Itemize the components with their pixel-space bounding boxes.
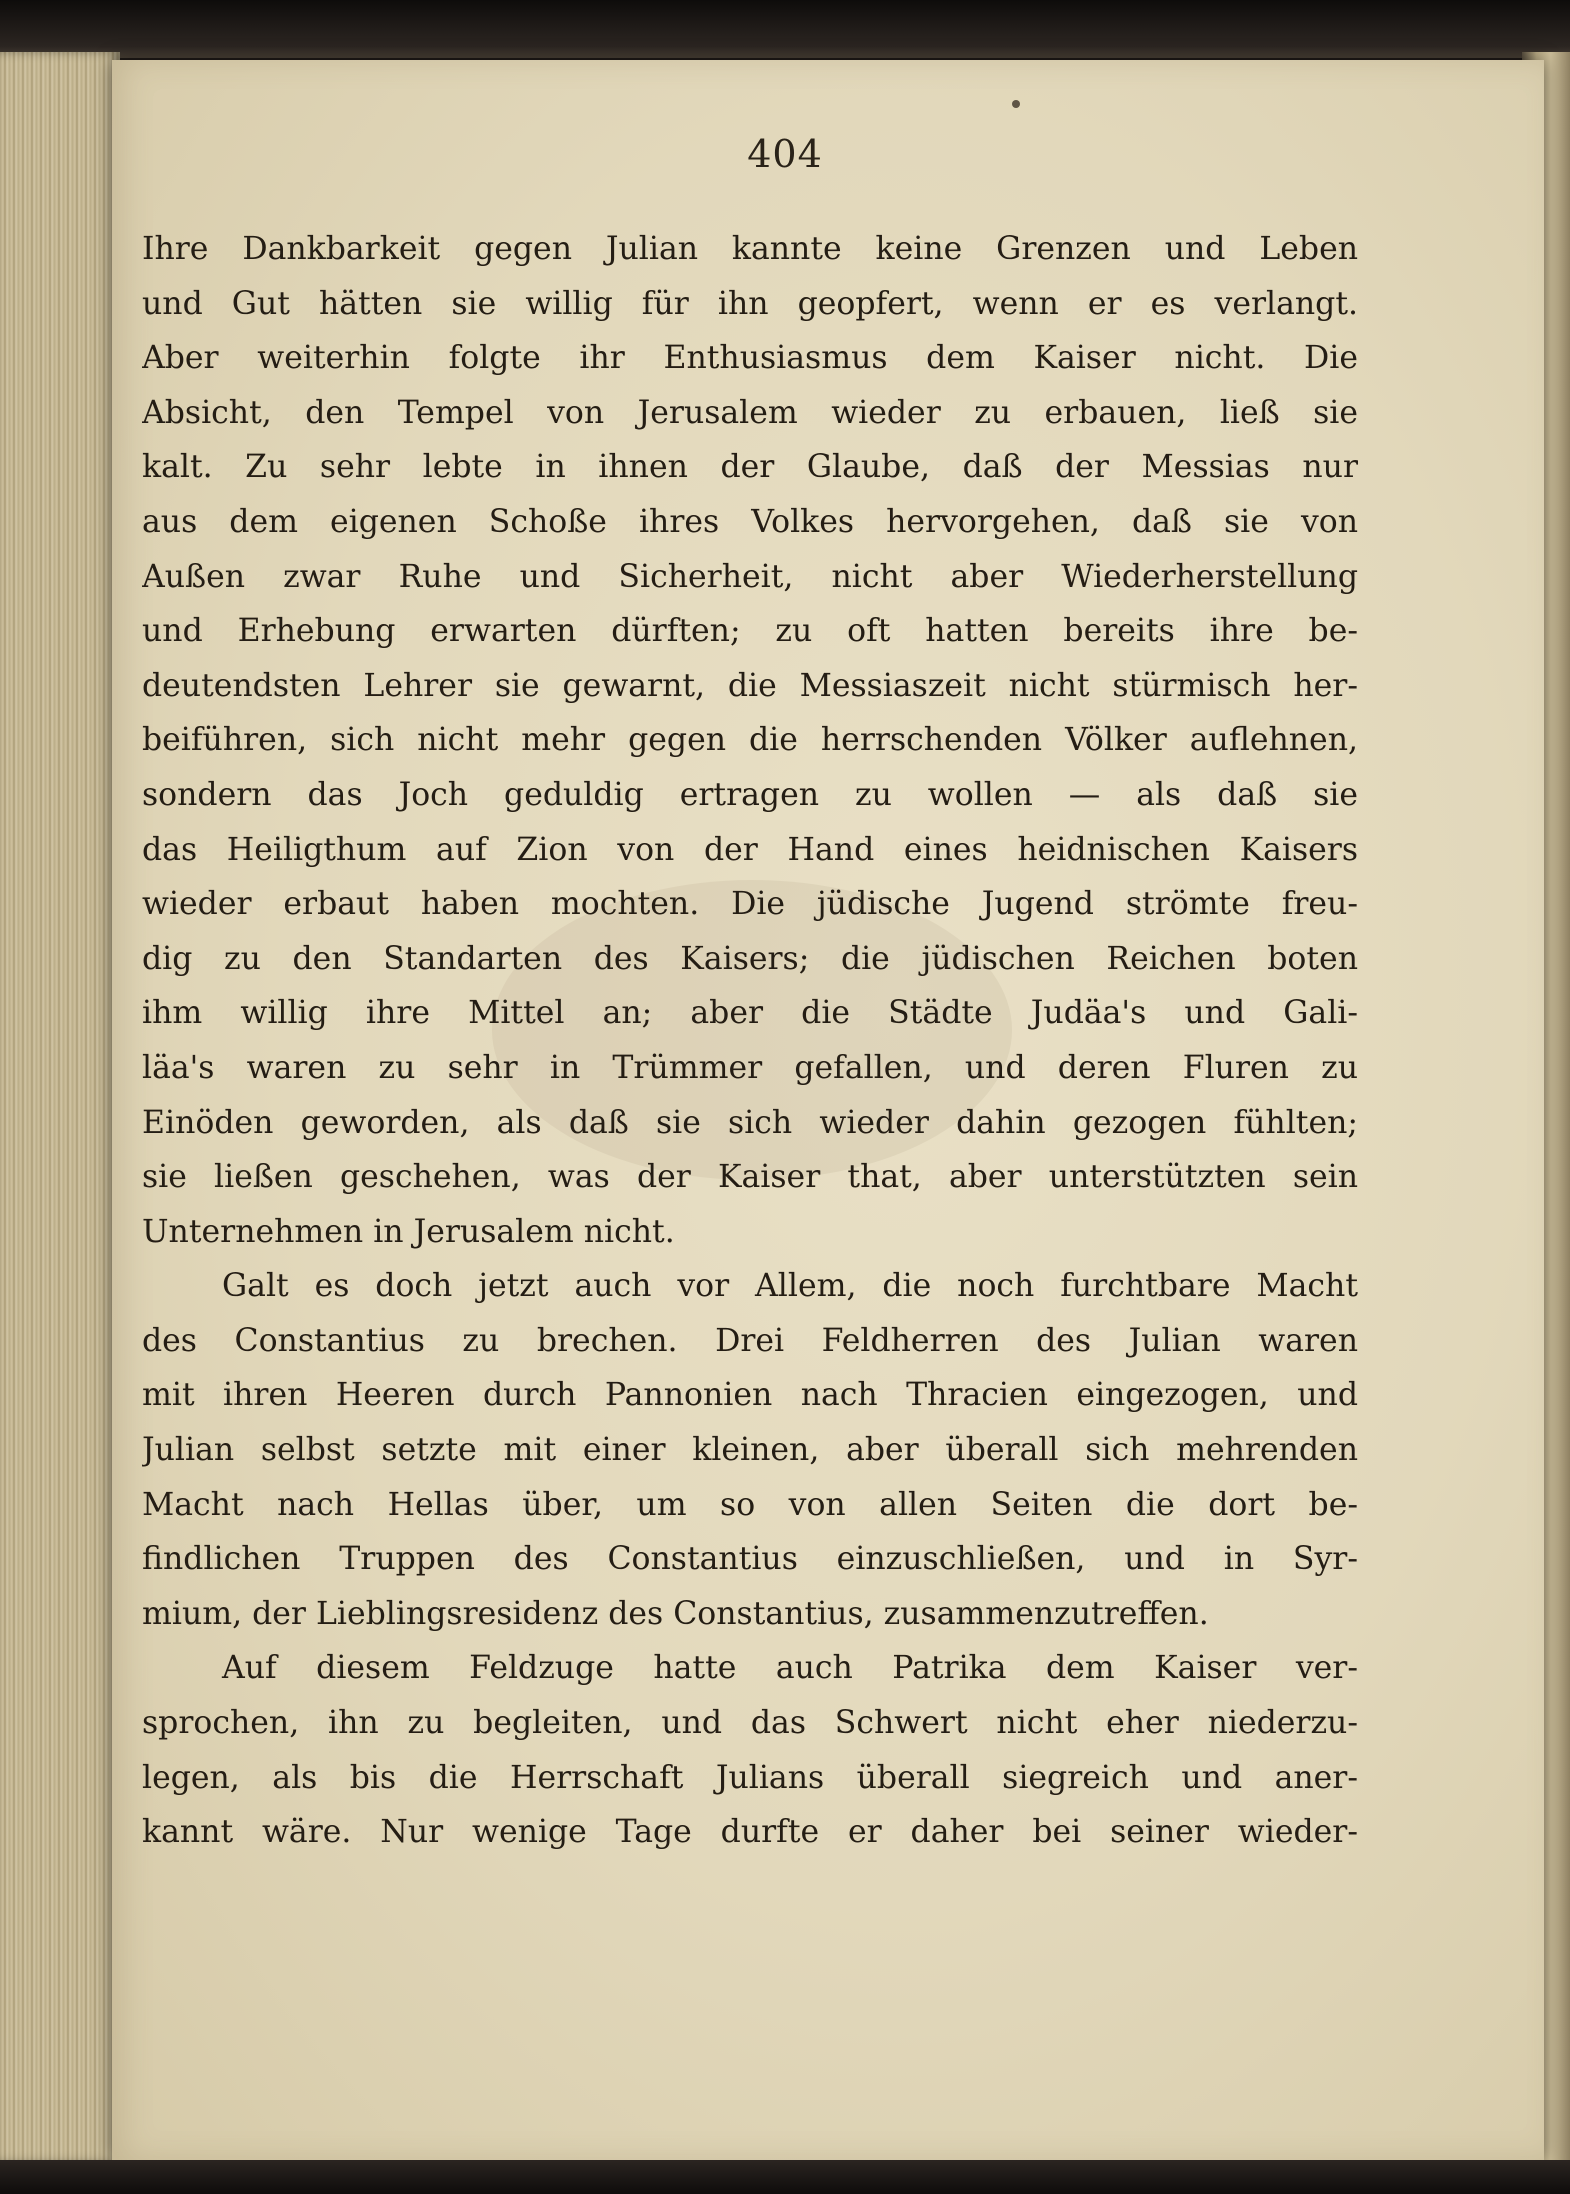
body-text [142, 222, 1358, 1860]
text-line: und Gut hätten sie willig für ihn geopfert, wenn er es verlangt. [142, 285, 1358, 322]
text-line: beiführen, sich nicht mehr gegen die herrschenden Völker auflehnen, [142, 722, 1358, 759]
text-line: läa's waren zu sehr in Trümmer gefallen, und deren Fluren zu [142, 1049, 1358, 1086]
text-line: Einöden geworden, als daß sie sich wieder dahin gezogen fühlten; [142, 1104, 1358, 1141]
text-line: Aber weiterhin folgte ihr Enthusiasmus dem Kaiser nicht. Die [142, 340, 1358, 377]
text-line: mium, der Lieblingsresidenz des Constantius, zusammenzutreffen. [142, 1595, 1209, 1632]
text-line: sondern das Joch geduldig ertragen zu wollen — als daß sie [142, 776, 1358, 813]
ink-speck [1012, 100, 1020, 108]
bottom-dark-band [0, 2160, 1570, 2194]
text-line: Julian selbst setzte mit einer kleinen, aber überall sich mehrenden [142, 1432, 1358, 1469]
page-number: 404 [747, 132, 823, 176]
left-page-edges [0, 52, 120, 2162]
text-line: das Heiligthum auf Zion von der Hand eines heidnischen Kaisers [142, 831, 1358, 868]
text-line: wieder erbaut haben mochten. Die jüdische Jugend strömte freu- [142, 886, 1358, 923]
text-line: des Constantius zu brechen. Drei Feldherren des Julian waren [142, 1322, 1358, 1359]
text-line: Außen zwar Ruhe und Sicherheit, nicht aber Wiederherstellung [142, 558, 1358, 595]
text-line: kannt wäre. Nur wenige Tage durfte er daher bei seiner wieder- [142, 1814, 1358, 1851]
text-line: Ihre Dankbarkeit gegen Julian kannte keine Grenzen und Leben [142, 231, 1358, 267]
text-line: findlichen Truppen des Constantius einzuschließen, und in Syr- [142, 1541, 1358, 1578]
text-line: Macht nach Hellas über, um so von allen Seiten die dort be- [142, 1486, 1358, 1523]
text-line: aus dem eigenen Schoße ihres Volkes hervorgehen, daß sie von [142, 503, 1358, 540]
text-line: sprochen, ihn zu begleiten, und das Schwert nicht eher niederzu- [142, 1705, 1358, 1742]
text-line: und Erhebung erwarten dürften; zu oft hatten bereits ihre be- [142, 613, 1358, 650]
text-line: legen, als bis die Herrschaft Julians überall siegreich und aner- [142, 1759, 1358, 1796]
text-line: mit ihren Heeren durch Pannonien nach Thracien eingezogen, und [142, 1377, 1358, 1414]
text-line: Galt es doch jetzt auch vor Allem, die noch furchtbare Macht [222, 1268, 1358, 1305]
text-line: deutendsten Lehrer sie gewarnt, die Messiaszeit nicht stürmisch her- [142, 667, 1358, 704]
text-line: Absicht, den Tempel von Jerusalem wieder zu erbauen, ließ sie [142, 394, 1358, 431]
text-line: Unternehmen in Jerusalem nicht. [142, 1213, 675, 1250]
top-dark-band [0, 0, 1570, 58]
text-line: dig zu den Standarten des Kaisers; die jüdischen Reichen boten [142, 940, 1358, 977]
text-line: sie ließen geschehen, was der Kaiser that, aber unterstützten sein [142, 1159, 1358, 1196]
text-line: Auf diesem Feldzuge hatte auch Patrika dem Kaiser ver- [222, 1650, 1358, 1687]
text-line: ihm willig ihre Mittel an; aber die Städte Judäa's und Gali- [142, 995, 1358, 1032]
text-line: kalt. Zu sehr lebte in ihnen der Glaube, daß der Messias nur [142, 449, 1358, 486]
